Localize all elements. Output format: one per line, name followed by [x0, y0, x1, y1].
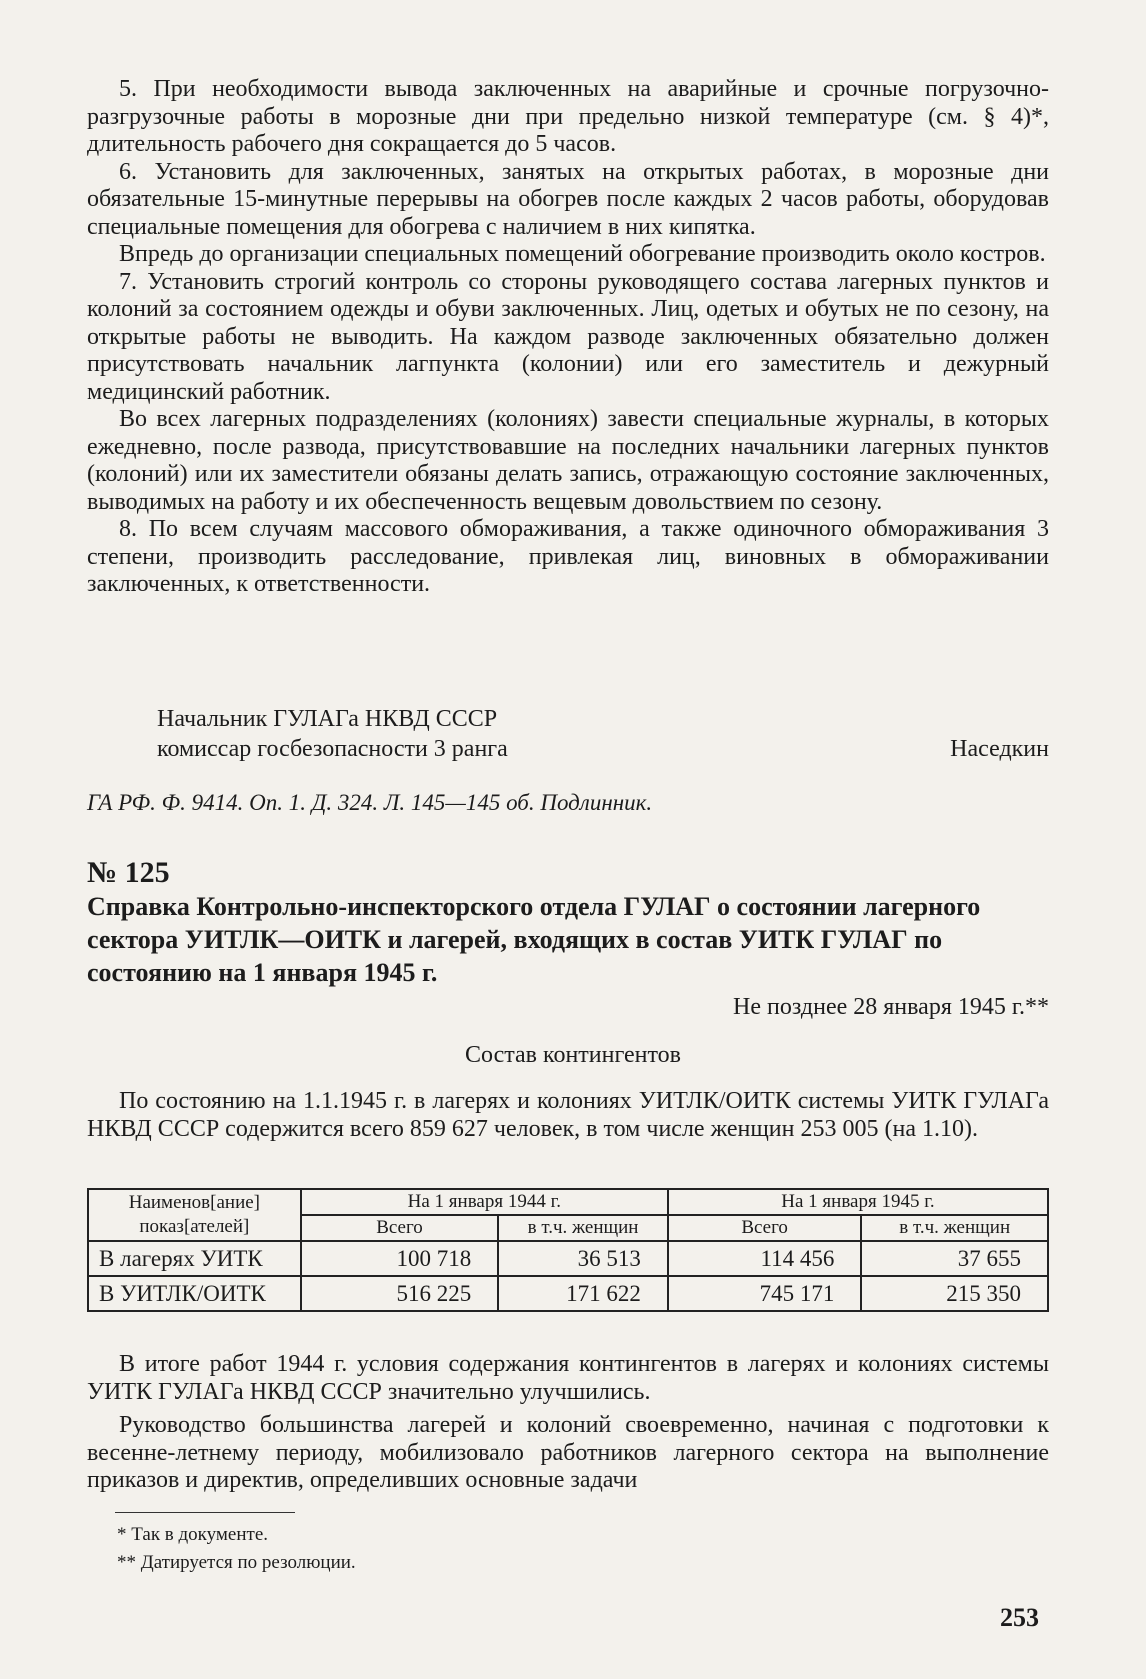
table-subheader-total-1944: Всего	[301, 1215, 498, 1241]
table-header-1945: На 1 января 1945 г.	[668, 1189, 1048, 1215]
cell-women-1944: 36 513	[498, 1241, 668, 1276]
top-text-block	[87, 76, 1049, 599]
signature-rank: комиссар госбезопасности 3 ранга	[157, 736, 508, 762]
signature-position: Начальник ГУЛАГа НКВД СССР	[157, 706, 498, 732]
paragraph-8: 8. По всем случаям массового обмораживания, а также одиночного обмораживания 3 степени, производить расследование, привлекая лиц, виновных в обмораживании заключенных, к ответственности.	[87, 516, 1049, 597]
archive-source: ГА РФ. Ф. 9414. Оп. 1. Д. 324. Л. 145—145 об. Подлинник.	[87, 790, 653, 815]
cell-total-1944: 100 718	[301, 1241, 498, 1276]
paragraph-6-note: Впредь до организации специальных помещений обогревание производить около костров.	[119, 241, 1046, 267]
cell-total-1945: 114 456	[668, 1241, 862, 1276]
management-paragraph: Руководство большинства лагерей и колоний своевременно, начиная с подготовки к весенне-летнему периоду, мобилизовало работников лагерного сектора на выполнение приказов и директив, определивших основные задачи	[87, 1412, 1049, 1493]
row-label: В УИТЛК/ОИТК	[88, 1276, 301, 1311]
table-header-name: Наименов[ание] показ[ателей]	[88, 1189, 301, 1241]
table-header-1944: На 1 января 1944 г.	[301, 1189, 668, 1215]
table-row	[88, 1241, 1048, 1276]
paragraph-7: 7. Установить строгий контроль со стороны руководящего состава лагерных пунктов и колоний за состоянием одежды и обуви заключенных. Лиц, одетых и обутых не по сезону, на открытые работы не выводить. На каждом разводе заключенных обязательно должен присутствовать начальник лагпункта (колонии) или его заместитель и дежурный медицинский работник.	[87, 268, 1049, 405]
document-title: Справка Контрольно-инспекторского отдела ГУЛАГ о состоянии лагерного сектора УИТЛК—ОИТК и лагерей, входящих в состав УИТК ГУЛАГ по состоянию на 1 января 1945 г.	[87, 892, 981, 987]
bottom-text-block	[87, 1351, 1049, 1495]
table-subheader-total-1945: Всего	[668, 1215, 862, 1241]
cell-total-1945: 745 171	[668, 1276, 862, 1311]
cell-women-1945: 37 655	[861, 1241, 1048, 1276]
cell-women-1945: 215 350	[861, 1276, 1048, 1311]
contingent-table	[87, 1188, 1049, 1312]
document-number: № 125	[87, 856, 170, 889]
signature-block	[157, 704, 1049, 764]
paragraph-5: 5. При необходимости вывода заключенных на аварийные и срочные погрузочно-разгрузочные работы в морозные дни при предельно низкой температуре (см. § 4)*, длительность рабочего дня сокращается до 5 часов.	[87, 76, 1049, 157]
footnote-divider	[115, 1512, 295, 1513]
paragraph-7-journals: Во всех лагерных подразделениях (колониях) завести специальные журналы, в которых ежедневно, после развода, присутствовавшие на последних начальники лагерных пунктов (колоний) или их заместители обязаны делать запись, отражающую состояние заключенных, выводимых на работу и их обеспеченность вещевым довольствием по сезону.	[87, 406, 1049, 515]
conclusion-paragraph: В итоге работ 1944 г. условия содержания контингентов в лагерях и колониях системы УИТК ГУЛАГа НКВД СССР значительно улучшились.	[87, 1351, 1049, 1405]
table-subheader-women-1944: в т.ч. женщин	[498, 1215, 668, 1241]
table-subheader-women-1945: в т.ч. женщин	[861, 1215, 1048, 1241]
footnote-2: ** Датируется по резолюции.	[117, 1552, 356, 1573]
intro-paragraph: По состоянию на 1.1.1945 г. в лагерях и колониях УИТЛК/ОИТК системы УИТК ГУЛАГа НКВД СССР содержится всего 859 627 человек, в том числе женщин 253 005 (на 1.10).	[87, 1088, 1049, 1142]
paragraph-6: 6. Установить для заключенных, занятых на открытых работах, в морозные дни обязательные 15-минутные перерывы на обогрев после каждых 2 часов работы, оборудовав специальные помещения для обогрева с наличием в них кипятка.	[87, 158, 1049, 240]
page-number: 253	[1000, 1603, 1039, 1632]
document-date: Не позднее 28 января 1945 г.**	[733, 994, 1049, 1020]
footnote-1: * Так в документе.	[117, 1524, 269, 1545]
cell-women-1944: 171 622	[498, 1276, 668, 1311]
signature-name: Наседкин	[950, 736, 1049, 762]
cell-total-1944: 516 225	[301, 1276, 498, 1311]
section-title: Состав контингентов	[464, 1042, 681, 1068]
intro-block	[87, 1088, 1049, 1143]
row-label: В лагерях УИТК	[88, 1241, 301, 1276]
table-row	[88, 1276, 1048, 1311]
